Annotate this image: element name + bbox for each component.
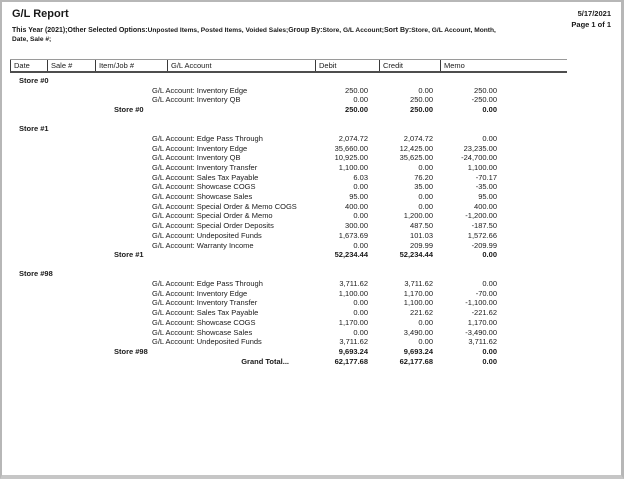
account-row <box>2 289 624 299</box>
memo-value: -70.17 <box>475 172 497 182</box>
account-name: G/L Account: Inventory Transfer <box>152 298 258 308</box>
debit-value: 0.00 <box>353 182 368 192</box>
account-name: G/L Account: Showcase COGS <box>152 317 256 327</box>
debit-value: 0.00 <box>353 240 368 250</box>
subtitle-segment: Group By: <box>288 27 323 34</box>
grand-total-debit: 62,177.68 <box>334 356 368 366</box>
column-header-row <box>10 59 567 73</box>
debit-value: 1,100.00 <box>338 288 368 298</box>
store-total-credit: 250.00 <box>410 105 433 115</box>
credit-value: 0.00 <box>418 192 433 202</box>
subtitle-segment: Store, G/L Account; <box>322 27 384 34</box>
debit-value: 3,711.62 <box>339 279 368 289</box>
credit-value: 35,625.00 <box>399 153 433 163</box>
account-name: G/L Account: Edge Pass Through <box>152 279 263 289</box>
column-header-sale-: Sale # <box>47 60 72 71</box>
memo-value: 400.00 <box>474 201 497 211</box>
account-name: G/L Account: Special Order & Memo <box>152 211 273 221</box>
credit-value: 250.00 <box>410 95 433 105</box>
account-name: G/L Account: Inventory Edge <box>152 85 248 95</box>
store-label: Store #98 <box>19 269 53 279</box>
subtitle-segment: Sort By: <box>384 27 412 34</box>
store-total-row <box>2 105 624 115</box>
store-group-header <box>2 76 624 86</box>
credit-value: 3,490.00 <box>403 327 433 337</box>
account-row <box>2 241 624 251</box>
account-row <box>2 163 624 173</box>
account-name: G/L Account: Warranty Income <box>152 240 254 250</box>
report-body <box>2 76 624 366</box>
account-name: G/L Account: Edge Pass Through <box>152 133 263 143</box>
account-row <box>2 221 624 231</box>
account-name: G/L Account: Inventory QB <box>152 95 241 105</box>
debit-value: 250.00 <box>345 85 368 95</box>
debit-value: 3,711.62 <box>339 337 368 347</box>
credit-value: 0.00 <box>418 163 433 172</box>
credit-value: 221.62 <box>410 308 433 318</box>
store-total-credit: 52,234.44 <box>399 250 433 260</box>
memo-value: -70.00 <box>475 288 497 298</box>
credit-value: 2,074.72 <box>403 133 433 143</box>
column-header-date: Date <box>10 60 30 71</box>
memo-value: 0.00 <box>482 279 497 289</box>
debit-value: 35,660.00 <box>334 143 368 153</box>
store-group-header <box>2 124 624 134</box>
store-total-debit: 250.00 <box>345 105 368 115</box>
grand-total-memo: 0.00 <box>482 356 497 366</box>
account-row <box>2 211 624 221</box>
debit-value: 0.00 <box>353 95 368 105</box>
debit-value: 1,100.00 <box>338 163 368 172</box>
memo-value: 3,711.62 <box>468 337 497 347</box>
memo-value: -3,490.00 <box>465 327 497 337</box>
column-header-debit: Debit <box>315 60 337 71</box>
account-row <box>2 308 624 318</box>
memo-value: 250.00 <box>474 85 497 95</box>
account-row <box>2 337 624 347</box>
account-row <box>2 231 624 241</box>
account-name: G/L Account: Undeposited Funds <box>152 337 262 347</box>
memo-value: -24,700.00 <box>461 153 497 163</box>
credit-value: 35.00 <box>414 182 433 192</box>
account-name: G/L Account: Sales Tax Payable <box>152 172 259 182</box>
account-name: G/L Account: Sales Tax Payable <box>152 308 259 318</box>
report-subtitle <box>12 26 572 44</box>
store-total-memo: 0.00 <box>482 346 497 356</box>
account-row <box>2 202 624 212</box>
account-name: G/L Account: Undeposited Funds <box>152 230 262 240</box>
memo-value: 1,572.66 <box>467 230 497 240</box>
store-total-debit: 52,234.44 <box>334 250 368 260</box>
column-header-credit: Credit <box>379 60 403 71</box>
account-row <box>2 173 624 183</box>
account-name: G/L Account: Inventory QB <box>152 153 241 163</box>
report-date: 5/17/2021 <box>577 9 611 18</box>
account-row <box>2 95 624 105</box>
subtitle-segment: Unposted Items, Posted Items, Voided Sales; <box>147 27 289 34</box>
account-row <box>2 318 624 328</box>
column-header-item-job-: Item/Job # <box>95 60 134 71</box>
store-label: Store #0 <box>19 76 49 85</box>
report-title: G/L Report <box>12 8 69 20</box>
credit-value: 209.99 <box>410 240 433 250</box>
account-row <box>2 328 624 338</box>
credit-value: 0.00 <box>418 337 433 347</box>
credit-value: 76.20 <box>414 172 433 182</box>
account-row <box>2 153 624 163</box>
credit-value: 487.50 <box>410 221 433 231</box>
credit-value: 1,100.00 <box>403 298 433 308</box>
credit-value: 1,170.00 <box>403 288 433 298</box>
account-row <box>2 182 624 192</box>
account-name: G/L Account: Showcase Sales <box>152 192 253 202</box>
debit-value: 0.00 <box>353 327 368 337</box>
group-gap <box>2 115 624 125</box>
memo-value: 23,235.00 <box>463 143 497 153</box>
subtitle-segment: Date, Sale #; <box>12 36 52 43</box>
grand-total-row <box>2 357 624 367</box>
debit-value: 10,925.00 <box>334 153 368 163</box>
subtitle-segment: This Year (2021);Other Selected Options: <box>12 27 148 34</box>
account-name: G/L Account: Special Order & Memo COGS <box>152 201 297 211</box>
grand-total-credit: 62,177.68 <box>399 356 433 366</box>
account-row <box>2 86 624 96</box>
credit-value: 1,200.00 <box>403 211 433 221</box>
subtitle-segment: Store, G/L Account, Month, <box>411 27 496 34</box>
column-header-memo: Memo <box>440 60 465 71</box>
memo-value: 1,100.00 <box>467 163 497 172</box>
memo-value: -250.00 <box>471 95 497 105</box>
debit-value: 1,673.69 <box>338 230 368 240</box>
group-gap <box>2 260 624 270</box>
account-name: G/L Account: Showcase Sales <box>152 327 253 337</box>
debit-value: 0.00 <box>353 308 368 318</box>
store-total-label: Store #0 <box>114 105 144 115</box>
account-name: G/L Account: Inventory Edge <box>152 288 248 298</box>
account-row <box>2 144 624 154</box>
account-row <box>2 279 624 289</box>
credit-value: 101.03 <box>410 230 433 240</box>
report-meta <box>571 8 611 30</box>
debit-value: 2,074.72 <box>338 133 368 143</box>
store-total-label: Store #98 <box>114 346 148 356</box>
credit-value: 0.00 <box>418 85 433 95</box>
store-total-label: Store #1 <box>114 250 144 260</box>
memo-value: -1,100.00 <box>465 298 497 308</box>
credit-value: 3,711.62 <box>404 279 433 289</box>
account-name: G/L Account: Special Order Deposits <box>152 221 274 231</box>
page-number: Page 1 of 1 <box>571 20 611 29</box>
store-total-memo: 0.00 <box>482 250 497 260</box>
store-total-row <box>2 347 624 357</box>
credit-value: 0.00 <box>418 201 433 211</box>
account-name: G/L Account: Inventory Edge <box>152 143 248 153</box>
store-group-header <box>2 269 624 279</box>
store-total-debit: 9,693.24 <box>338 346 368 356</box>
store-label: Store #1 <box>19 124 49 134</box>
memo-value: -35.00 <box>475 182 497 192</box>
memo-value: -1,200.00 <box>465 211 497 221</box>
debit-value: 300.00 <box>345 221 368 231</box>
debit-value: 95.00 <box>349 192 368 202</box>
memo-value: 1,170.00 <box>467 317 497 327</box>
account-row <box>2 298 624 308</box>
column-header-g-l-account: G/L Account <box>167 60 212 71</box>
account-name: G/L Account: Inventory Transfer <box>152 163 258 172</box>
memo-value: 0.00 <box>482 133 497 143</box>
store-total-credit: 9,693.24 <box>403 346 433 356</box>
memo-value: -209.99 <box>471 240 497 250</box>
grand-total-label: Grand Total... <box>241 356 289 366</box>
credit-value: 12,425.00 <box>399 143 433 153</box>
account-row <box>2 192 624 202</box>
store-total-row <box>2 250 624 260</box>
credit-value: 0.00 <box>418 317 433 327</box>
debit-value: 1,170.00 <box>338 317 368 327</box>
memo-value: -187.50 <box>471 221 497 231</box>
account-row <box>2 134 624 144</box>
debit-value: 0.00 <box>353 298 368 308</box>
debit-value: 0.00 <box>353 211 368 221</box>
debit-value: 6.03 <box>353 172 368 182</box>
memo-value: -221.62 <box>471 308 497 318</box>
memo-value: 95.00 <box>478 192 497 202</box>
store-total-memo: 0.00 <box>482 105 497 115</box>
account-name: G/L Account: Showcase COGS <box>152 182 256 192</box>
debit-value: 400.00 <box>345 201 368 211</box>
